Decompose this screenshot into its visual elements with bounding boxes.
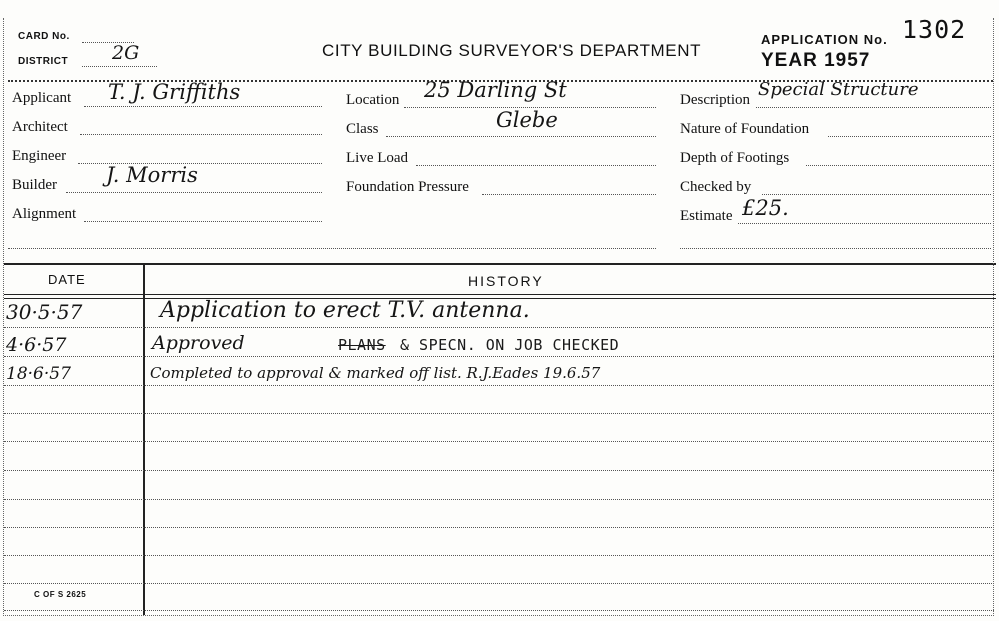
stamp-struck-word: PLANS [338,336,386,354]
location-value: 25 Darling St [424,78,567,102]
estimate-value: £25. [742,196,789,220]
form-code: C OF S 2625 [34,590,87,599]
class-value: Glebe [496,108,558,132]
history-entry: Completed to approval & marked off list. R.J.Eades 19.6.57 [150,364,601,382]
history-entry: Approved [152,332,245,354]
description-label: Description [680,92,750,108]
class-label: Class [346,121,379,137]
department-title: CITY BUILDING SURVEYOR'S DEPARTMENT [322,41,702,60]
engineer-label: Engineer [12,148,67,164]
card-no-label: CARD No. [18,31,70,42]
applicant-value: T. J. Griffiths [108,80,241,104]
foundation-pressure-label: Foundation Pressure [346,179,469,195]
date-header: DATE [48,272,86,287]
depth-of-footings-label: Depth of Footings [680,150,790,166]
history-date: 30·5·57 [6,300,83,324]
approval-stamp: & SPECN. ON JOB CHECKED [400,336,620,354]
builder-value: J. Morris [106,163,198,187]
estimate-label: Estimate [680,208,733,224]
history-header: HISTORY [468,273,544,289]
history-date: 4·6·57 [6,334,67,356]
builder-label: Builder [12,177,57,193]
district-label: DISTRICT [18,56,69,67]
application-number: 1302 [902,15,967,44]
year-label: YEAR 1957 [761,50,871,71]
applicant-label: Applicant [12,90,72,106]
application-no-label: APPLICATION No. [761,32,888,47]
history-date: 18·6·57 [6,364,71,384]
alignment-label: Alignment [12,206,77,222]
checked-by-label: Checked by [680,179,752,195]
card-border [3,18,994,616]
location-label: Location [346,92,400,108]
nature-of-foundation-label: Nature of Foundation [680,121,810,137]
district-value: 2G [112,42,140,64]
live-load-label: Live Load [346,150,409,166]
description-value: Special Structure [758,79,919,100]
history-entry: Application to erect T.V. antenna. [160,298,530,323]
architect-label: Architect [12,119,68,135]
